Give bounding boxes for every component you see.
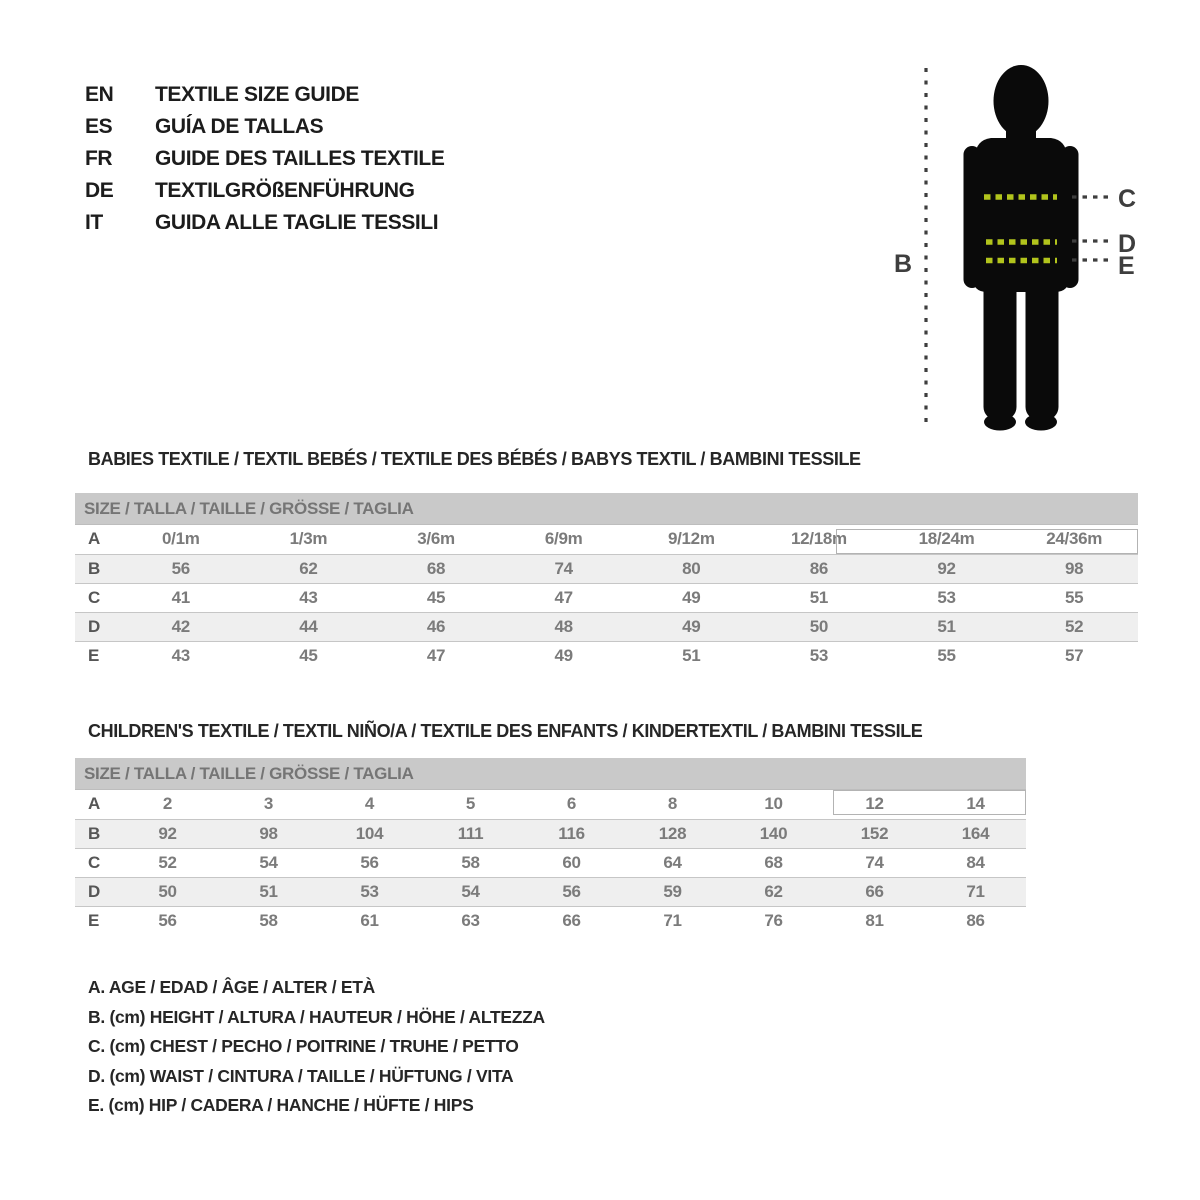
size-value: 50	[158, 881, 177, 901]
size-value: 55	[1065, 587, 1084, 607]
language-code: FR	[85, 147, 113, 170]
babies-section-title: BABIES TEXTILE / TEXTIL BEBÉS / TEXTILE DES BÉBÉS / BABYS TEXTIL / BAMBINI TESSILE	[88, 449, 861, 469]
size-value: 92	[158, 823, 177, 843]
language-row	[85, 207, 444, 239]
row-label: A	[88, 794, 100, 814]
size-value: 71	[966, 881, 985, 901]
size-value: 57	[1065, 645, 1084, 665]
size-value: 6/9m	[544, 529, 583, 549]
size-value: 53	[809, 645, 829, 665]
language-title: GUIDA ALLE TAGLIE TESSILI	[155, 211, 439, 234]
size-value: 3/6m	[417, 529, 455, 549]
table-row	[75, 819, 1026, 848]
size-value: 62	[764, 881, 783, 901]
size-value: 60	[562, 852, 581, 872]
size-value: 10	[764, 794, 783, 814]
size-value: 64	[663, 852, 682, 872]
figure-label-height: B	[894, 250, 913, 278]
size-value: 14	[966, 794, 985, 814]
row-label: D	[88, 616, 100, 636]
size-value: 140	[759, 823, 788, 843]
size-value: 54	[461, 881, 480, 901]
size-value: 53	[360, 881, 379, 901]
size-value: 49	[682, 616, 701, 636]
size-value: 24/36m	[1046, 529, 1103, 549]
size-value: 1/3m	[289, 529, 328, 549]
table-row	[75, 906, 1026, 935]
size-value: 92	[937, 558, 956, 578]
size-value: 4	[364, 794, 375, 814]
children-section-title: CHILDREN'S TEXTILE / TEXTIL NIÑO/A / TEXTILE DES ENFANTS / KINDERTEXTIL / BAMBINI TESSILE	[88, 721, 923, 741]
size-value: 58	[259, 910, 278, 930]
language-row	[85, 143, 444, 175]
legend-line: A. AGE / EDAD / ÂGE / ALTER / ETÀ	[88, 977, 375, 998]
size-value: 45	[426, 587, 446, 607]
size-value: 152	[860, 823, 889, 843]
size-value: 68	[764, 852, 783, 872]
size-value: 48	[554, 616, 573, 636]
size-value: 42	[171, 616, 190, 636]
children-size-header: SIZE / TALLA / TAILLE / GRÖSSE / TAGLIA	[75, 758, 1026, 790]
size-value: 56	[171, 558, 190, 578]
size-value: 45	[299, 645, 318, 665]
size-value: 98	[1065, 558, 1084, 578]
size-value: 66	[562, 910, 581, 930]
size-value: 84	[966, 852, 985, 872]
legend-line: C. (cm) CHEST / PECHO / POITRINE / TRUHE / PETTO	[88, 1036, 519, 1057]
figure-label-hip: E	[1118, 252, 1135, 280]
size-value: 76	[764, 910, 783, 930]
size-value: 51	[809, 587, 829, 607]
table-row	[75, 554, 1138, 583]
size-value: 18/24m	[918, 529, 975, 549]
size-value: 47	[426, 645, 446, 665]
babies-size-header: SIZE / TALLA / TAILLE / GRÖSSE / TAGLIA	[75, 493, 1138, 525]
table-row	[75, 583, 1138, 612]
language-code: IT	[85, 211, 103, 234]
size-value: 51	[259, 881, 278, 901]
measurement-figure	[880, 40, 1200, 460]
row-label: C	[88, 587, 100, 607]
size-value: 56	[158, 910, 177, 930]
measurement-legend	[88, 973, 545, 1121]
size-value: 9/12m	[667, 529, 715, 549]
size-value: 5	[465, 794, 476, 814]
table-row	[75, 612, 1138, 641]
size-value: 43	[171, 645, 190, 665]
children-size-table	[75, 758, 1026, 935]
language-code: EN	[85, 83, 114, 106]
size-value: 86	[966, 910, 985, 930]
size-value: 128	[658, 823, 687, 843]
table-row	[75, 525, 1138, 554]
size-value: 74	[865, 852, 884, 872]
table-row	[75, 790, 1026, 819]
row-label: B	[88, 558, 100, 578]
babies-size-table	[75, 493, 1138, 670]
language-title: GUIDE DES TAILLES TEXTILE	[155, 147, 445, 170]
size-value: 68	[426, 558, 446, 578]
size-value: 0/1m	[162, 529, 200, 549]
size-value: 62	[299, 558, 318, 578]
size-value: 51	[937, 616, 956, 636]
language-title-list	[85, 79, 444, 239]
language-title: TEXTILE SIZE GUIDE	[155, 83, 359, 106]
size-value: 8	[667, 794, 678, 814]
row-label: D	[88, 881, 100, 901]
size-value: 52	[1065, 616, 1084, 636]
size-value: 58	[461, 852, 480, 872]
size-value: 104	[355, 823, 384, 843]
size-value: 43	[299, 587, 318, 607]
legend-line: E. (cm) HIP / CADERA / HANCHE / HÜFTE / HIPS	[88, 1095, 474, 1116]
row-label: B	[88, 823, 100, 843]
language-title: TEXTILGRÖßENFÜHRUNG	[155, 179, 415, 202]
size-value: 63	[461, 910, 480, 930]
size-value: 56	[360, 852, 379, 872]
size-value: 71	[663, 910, 682, 930]
size-value: 3	[263, 794, 274, 814]
size-value: 41	[171, 587, 190, 607]
table-row	[75, 877, 1026, 906]
row-label: A	[88, 529, 100, 549]
figure-label-chest: C	[1118, 185, 1137, 213]
legend-line: B. (cm) HEIGHT / ALTURA / HAUTEUR / HÖHE / ALTEZZA	[88, 1006, 545, 1027]
size-value: 53	[937, 587, 956, 607]
size-value: 54	[259, 852, 278, 872]
legend-line: D. (cm) WAIST / CINTURA / TAILLE / HÜFTUNG / VITA	[88, 1065, 514, 1086]
size-value: 49	[554, 645, 573, 665]
size-value: 164	[961, 823, 990, 843]
language-title: GUÍA DE TALLAS	[155, 115, 324, 138]
size-value: 12/18m	[791, 529, 847, 549]
language-code: DE	[85, 179, 114, 202]
size-value: 74	[554, 558, 573, 578]
table-row	[75, 641, 1138, 670]
language-row	[85, 111, 444, 143]
row-label: E	[88, 910, 100, 930]
size-value: 44	[299, 616, 318, 636]
size-value: 56	[562, 881, 581, 901]
size-value: 55	[937, 645, 956, 665]
language-code: ES	[85, 115, 113, 138]
row-label: E	[88, 645, 100, 665]
size-value: 61	[360, 910, 379, 930]
table-row	[75, 848, 1026, 877]
size-value: 49	[682, 587, 701, 607]
size-value: 66	[865, 881, 884, 901]
language-row	[85, 175, 444, 207]
size-value: 6	[566, 794, 577, 814]
size-value: 47	[554, 587, 573, 607]
size-value: 51	[682, 645, 701, 665]
figure-label-waist: D	[1118, 230, 1137, 258]
size-value: 2	[162, 794, 173, 814]
child-silhouette-diagram	[880, 40, 1200, 460]
size-value: 12	[865, 794, 884, 814]
size-value: 111	[457, 823, 484, 843]
size-value: 59	[663, 881, 682, 901]
size-value: 50	[809, 616, 829, 636]
language-row	[85, 79, 444, 111]
size-value: 80	[682, 558, 701, 578]
row-label: C	[88, 852, 100, 872]
size-value: 98	[259, 823, 278, 843]
size-value: 52	[158, 852, 177, 872]
size-value: 86	[809, 558, 829, 578]
size-value: 81	[865, 910, 884, 930]
child-silhouette-icon	[964, 65, 1079, 431]
size-value: 46	[426, 616, 446, 636]
size-value: 116	[558, 823, 585, 843]
